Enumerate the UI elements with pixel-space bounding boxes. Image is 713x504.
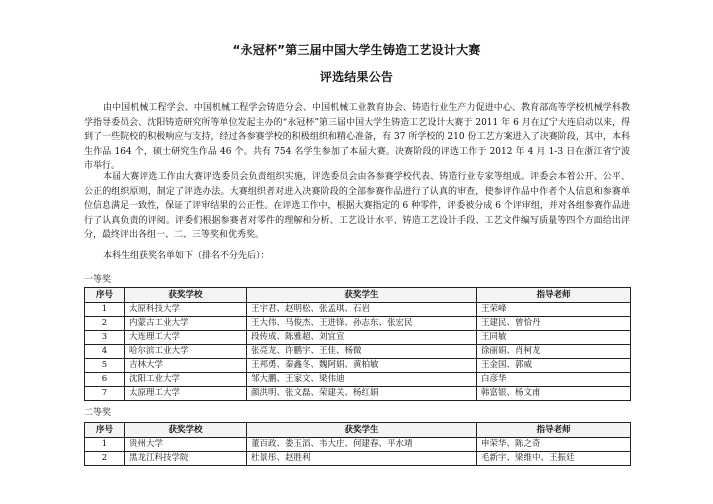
cell-students: 王大伟、马俊杰、王进锋、孙志东、张宏民 [247, 317, 477, 331]
cell-advisors: 毛新宇、梁维中、王振廷 [477, 452, 631, 466]
header-school: 获奖学校 [125, 288, 247, 303]
process-paragraph: 本届大赛评选工作由大赛评选委员会负责组织实施，评选委员会由各参赛学校代表、铸造行业专家等组成。评委会本着公开、公平、公正的组织原则，制定了评选办法。大赛组织者对进入决赛阶段的全部参赛作品进行了认真的审查，使参评作品中作者个人信息和参赛单位信息满足一致性，保证了评审结果的公正性。在评选工作中，根据大赛指定的 6 种零件，评委被分成 6 个评审组，并对各组参赛作品进行了认真负责的评阅。评委们根据参赛者对零件的理解和分析、工艺设计水平、铸造工艺设计手段、工艺文件编写质量等四个方面给出评分，最终评出各组一、二、三等奖和优秀奖。 [84, 172, 630, 241]
cell-advisors: 王金国、郭威 [477, 359, 631, 373]
header-index: 序号 [85, 423, 125, 438]
cell-students: 颜洪明、张文磊、荣建关、杨红娟 [247, 387, 477, 401]
cell-index: 1 [85, 303, 125, 317]
cell-index: 2 [85, 452, 125, 466]
cell-index: 3 [85, 331, 125, 345]
cell-index: 2 [85, 317, 125, 331]
cell-advisors: 申荣华、陈之奇 [477, 438, 631, 452]
table-row [85, 345, 631, 359]
intro-paragraph: 由中国机械工程学会、中国机械工程学会铸造分会、中国机械工业教育协会、铸造行业生产力促进中心、教育部高等学校机械学科教学指导委员会、沈阳铸造研究所等单位发起主办的“永冠杯”第三届中国大学生铸造工艺设计大赛于 2011 年 6 月在辽宁大连启动以来，得到了一些院校的积极响应与支持，经过各参赛学校的积极组织和精心准备，有 37 所学校的 210 份工艺方案进入了决赛阶段，其中，本科生作品 164 个，硕士研究生作品 46 个。共有 754 名学生参加了本届大赛。决赛阶段的评选工作于 2012 年 4 月 1-3 日在浙江省宁波市举行。 [84, 103, 630, 172]
cell-students: 段传成、陈雅超、刘宜宣 [247, 331, 477, 345]
document-title: “永冠杯”第三届中国大学生铸造工艺设计大赛 [232, 43, 481, 57]
cell-index: 1 [85, 438, 125, 452]
cell-index: 6 [85, 373, 125, 387]
cell-students: 张亮龙、许鹏宇、王佳、杨微 [247, 345, 477, 359]
table-row [85, 438, 631, 452]
cell-advisors: 王同敏 [477, 331, 631, 345]
header-students: 获奖学生 [247, 423, 477, 438]
first-prize-label: 一等奖 [84, 275, 112, 285]
first-prize-table [84, 287, 631, 401]
table-row [85, 331, 631, 345]
first-prize-rows [85, 303, 631, 401]
table-row [85, 317, 631, 331]
cell-students: 王宇君、赵明松、张孟琪、石岩 [247, 303, 477, 317]
cell-school: 哈尔滨工业大学 [125, 345, 247, 359]
cell-school: 大连理工大学 [125, 331, 247, 345]
header-students: 获奖学生 [247, 288, 477, 303]
table-header-row [85, 288, 631, 303]
cell-advisors: 白彦华 [477, 373, 631, 387]
cell-school: 太原理工大学 [125, 387, 247, 401]
cell-students: 王邦勇、秦鑫冬、魏阿娟、黄柏敏 [247, 359, 477, 373]
list-intro-paragraph: 本科生组获奖名单如下（排名不分先后）： [103, 251, 270, 261]
document-subtitle: 评选结果公告 [319, 70, 394, 84]
header-advisors: 指导老师 [477, 423, 631, 438]
cell-students: 杜景彤、赵胜利 [247, 452, 477, 466]
table-row [85, 373, 631, 387]
cell-school: 内蒙古工业大学 [125, 317, 247, 331]
header-index: 序号 [85, 288, 125, 303]
second-prize-table [84, 422, 631, 466]
cell-school: 太原科技大学 [125, 303, 247, 317]
table-row [85, 452, 631, 466]
cell-school: 贵州大学 [125, 438, 247, 452]
table-row [85, 359, 631, 373]
cell-school: 黑龙江科技学院 [125, 452, 247, 466]
second-prize-label: 二等奖 [84, 408, 112, 418]
cell-school: 吉林大学 [125, 359, 247, 373]
table-header-row [85, 423, 631, 438]
cell-index: 5 [85, 359, 125, 373]
cell-advisors: 王建民、曾恰丹 [477, 317, 631, 331]
cell-advisors: 徐丽娟、肖柯龙 [477, 345, 631, 359]
cell-index: 4 [85, 345, 125, 359]
table-row [85, 387, 631, 401]
cell-advisors: 韩富银、杨文甫 [477, 387, 631, 401]
cell-index: 7 [85, 387, 125, 401]
table-row [85, 303, 631, 317]
header-advisors: 指导老师 [477, 288, 631, 303]
header-school: 获奖学校 [125, 423, 247, 438]
cell-students: 董百政、娄玉滔、韦大庄、何建春、平水靖 [247, 438, 477, 452]
cell-advisors: 王荣峰 [477, 303, 631, 317]
second-prize-rows [85, 438, 631, 466]
cell-students: 邹大鹏、王家文、梁伟迪 [247, 373, 477, 387]
cell-school: 沈阳工业大学 [125, 373, 247, 387]
